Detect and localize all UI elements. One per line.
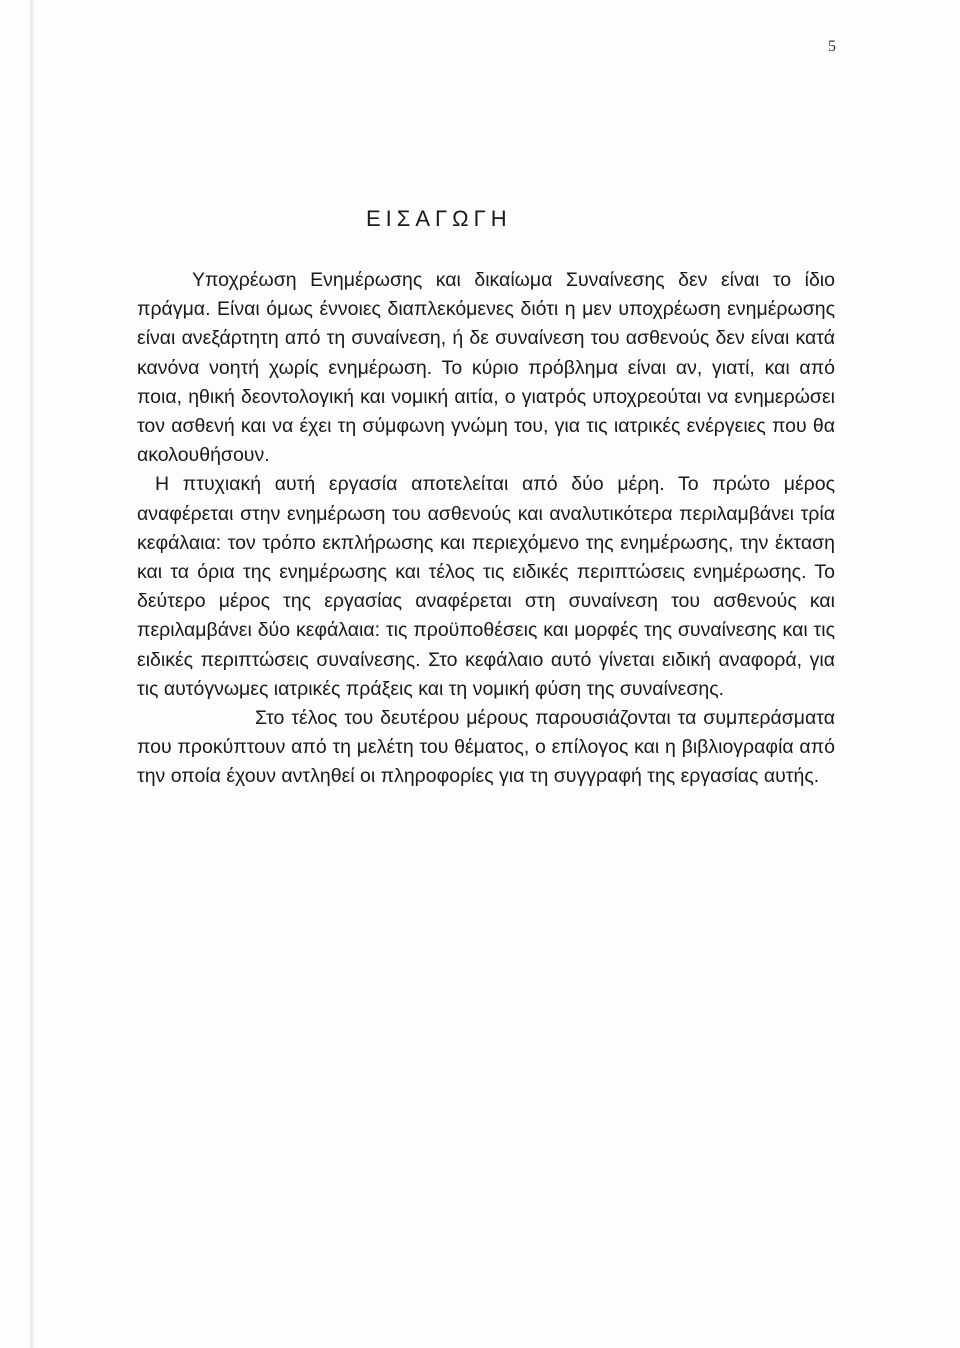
body-text xyxy=(137,266,835,792)
paragraph-conclusion: Στο τέλος του δευτέρου μέρους παρουσιάζονται τα συμπεράσματα που προκύπτουν από τη μελέτη του θέματος, ο επίλογος και η βιβλιογραφία από την οποία έχουν αντληθεί οι πληροφορίες για τη συγγραφή της εργασίας αυτής. xyxy=(137,707,835,788)
paragraph-structure: Η πτυχιακή αυτή εργασία αποτελείται από δύο μέρη. Το πρώτο μέρος αναφέρεται στην ενημέρωση του ασθενούς και αναλυτικότερα περιλαμβάνει τρία κεφάλαια: τον τρόπο εκπλήρωσης και περιεχόμενο της ενημέρωσης, την έκταση και τα όρια της ενημέρωσης και τέλος τις ειδικές περιπτώσεις ενημέρωσης. Το δεύτερο μέρος της εργασίας αναφέρεται στη συναίνεση του ασθενούς και περιλαμβάνει δύο κεφάλαια: τις προϋποθέσεις και μορφές της συναίνεσης και τις ειδικές περιπτώσεις συναίνεσης. Στο κεφάλαιο αυτό γίνεται ειδική αναφορά, για τις αυτόγνωμες ιατρικές πράξεις και τη νομική φύση της συναίνεσης. xyxy=(137,473,835,700)
paragraph-intro: Υποχρέωση Ενημέρωσης και δικαίωμα Συναίνεσης δεν είναι το ίδιο πράγμα. Είναι όμως έννοιες διαπλεκόμενες διότι η μεν υποχρέωση ενημέρωσης είναι ανεξάρτητη από τη συναίνεση, ή δε συναίνεση του ασθενούς δεν είναι κατά κανόνα νοητή χωρίς ενημέρωση. Το κύριο πρόβλημα είναι αν, γιατί, και από ποια, ηθική δεοντολογική και νομική αιτία, ο γιατρός υποχρεούται να ενημερώσει τον ασθενή και να έχει τη σύμφωνη γνώμη του, για τις ιατρικές ενέργειες που θα ακολουθήσουν. xyxy=(137,269,835,467)
section-heading: ΕΙΣΑΓΩΓΗ xyxy=(366,206,512,231)
page-number: 5 xyxy=(828,38,836,55)
scan-edge-shadow xyxy=(30,0,34,1348)
